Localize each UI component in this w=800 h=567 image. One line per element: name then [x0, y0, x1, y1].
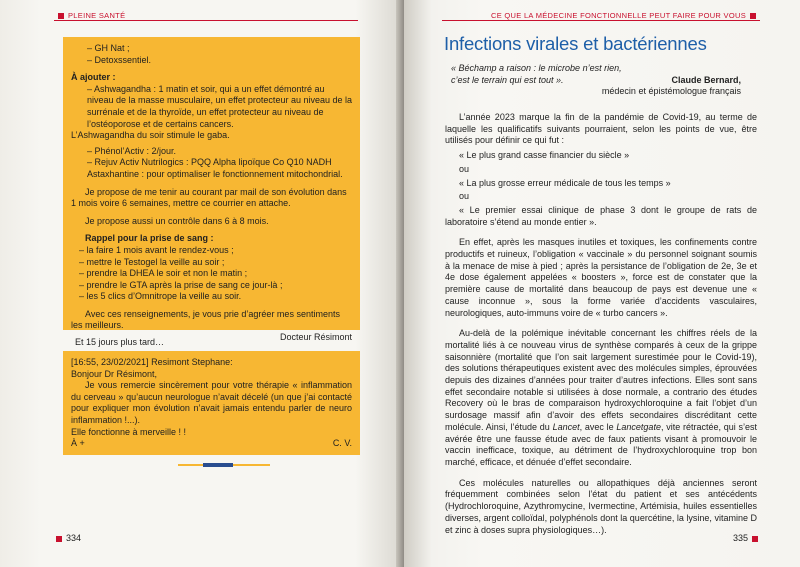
rappel-item: – prendre la DHEA le soir et non le matin ; — [79, 268, 248, 279]
message-bye: À + — [71, 438, 85, 449]
message-body: Je vous remercie sincèrement pour votre thérapie « inflammation du cerveau » qu’aucun neurologue n’avait décelé (un que j’ai contacté pour expliquer mon évolution n’avait jamais entendu parler de neuro inflammation !...). — [71, 380, 352, 425]
decorative-bar-center — [203, 463, 233, 467]
red-square-icon — [58, 13, 64, 19]
option-line: « Le premier essai clinique de phase 3 dont le groupe de rats de laboratoire s’étend au monde entier ». — [445, 204, 757, 227]
or-line: ou — [459, 163, 470, 174]
message-box — [63, 351, 360, 455]
left-running-head: PLEINE SANTÉ — [54, 11, 125, 20]
option-line: « Le plus grand casse financier du siècle » — [459, 150, 630, 161]
body-paragraph: Ces molécules naturelles ou allopathiques déjà anciennes seront fréquemment combinées selon l’état du patient et ses antécédents (Hydrochloroquine, Azythromycine, Ivermectine, Artémisia, huiles essentielles diverses, argent colloïdal, polyphénols dont la quercétine, la lysine, vitamine D et zinc à doses supra physiologiques…). — [445, 477, 757, 535]
body-paragraph: Au-delà de la polémique inévitable concernant les chiffres réels de la mortalité liés à ce nouveau virus de synthèse comparés à ceux de la grippe saisonnière (mortalité que l’on sait largement surestimée pour le Covid-19), des solutions thérapeutiques existent avec des molécules simples, éprouvées depuis des dizaines d’années pour traiter d’autres infections. Elles sont sans effet secondaire notable si utilisées à dose normale, a contrario des études Recovery où le bras de comparaison hydroxychloroquine a fait l’objet d’un surdosage massif afin d’avoir des effets secondaires discréditant cette molécule. Ainsi, l’étude du Lancet, avec le Lancetgate, vite rétractée, qui s’est avérée être une fausse étude avec de faux patients visant à promouvoir le vaccin inefficace, toxique, au détriment de l’hydroxychloroquine trop bon marché, efficace, et dénuée d’effet secondaire. — [445, 328, 757, 467]
signature: Docteur Résimont — [279, 332, 352, 343]
quote-line: « Béchamp a raison : le microbe n’est rien, — [451, 63, 622, 73]
rappel-item: – les 5 clics d’Omnitrope la veille au soir. — [79, 291, 242, 302]
rappel-title: Rappel pour la prise de sang : — [85, 233, 214, 244]
body-paragraph: En effet, après les masques inutiles et toxiques, les confinements contre productifs et ruineux, l’obligation « vaccinale » du personnel soignant soumis à la menace de mise à pied ; après la persistance de l’obligation de 2e, 3e et 4e dose également appelées « boosters », force est de constater que la première cause de mortalité dans beaucoup de pays est devenue une « cause inconnue », sous la forme variée d’accidents vasculaires, neurologiques, auto-immuns voire de « turbo cancers ». — [445, 237, 757, 318]
right-header-rule — [442, 20, 760, 21]
chapter-title: Infections virales et bactériennes — [444, 33, 707, 54]
box-line: – GH Nat ; — [87, 43, 130, 53]
rappel-item: – mettre le Testogel la veille au soir ; — [79, 256, 225, 267]
ashwagandha-item: – Ashwagandha : 1 matin et soir, qui a un effet démontré au niveau de la masse musculaire, un effet protecteur au niveau de la surrénale et de la thyroïde, un effet protecteur au niveau de l’ostéoporose et de certains cancers. — [87, 83, 352, 129]
add-title: À ajouter : — [71, 72, 116, 83]
right-folio: 335 — [733, 533, 758, 543]
quote-author: Claude Bernard, — [671, 74, 741, 85]
body-paragraph: L’année 2023 marque la fin de la pandémie de Covid-19, au terme de laquelle les qualificatifs suivants pourraient, selon les points de vue, être utilisés pour définir ce qui fut : — [445, 112, 757, 146]
box-line: – Detoxssentiel. — [87, 54, 152, 65]
left-header-rule — [54, 20, 358, 21]
or-line: ou — [459, 191, 470, 202]
left-folio: 334 — [56, 533, 81, 543]
message-greeting: Bonjour Dr Résimont, — [71, 368, 158, 379]
red-square-icon — [752, 536, 758, 542]
ashwagandha-note: L’Ashwagandha du soir stimule le gaba. — [71, 130, 230, 141]
rappel-item: – la faire 1 mois avant le rendez-vous ; — [79, 244, 234, 255]
right-page — [404, 0, 800, 567]
phenol-item: – Phénol’Activ : 2/jour. — [87, 145, 177, 156]
rappel-item: – prendre le GTA après la prise de sang ce jour-là ; — [79, 279, 283, 290]
epigraph — [451, 63, 741, 98]
red-square-icon — [56, 536, 62, 542]
message-initials: C. V. — [332, 438, 352, 449]
quote-role: médecin et épistémologue français — [601, 86, 741, 96]
article-body — [445, 112, 757, 536]
transition-text: Et 15 jours plus tard… — [75, 337, 165, 347]
closing-text: Avec ces renseignements, je vous prie d’agréer mes sentiments les meilleurs. — [71, 308, 340, 331]
rejuv-item: – Rejuv Activ Nutrilogics : PQQ Alpha lipoïque Co Q10 NADH Astaxhantine : pour optimaliser le fonctionnement mitochondrial. — [87, 157, 343, 179]
right-running-head: CE QUE LA MÉDECINE FONCTIONNELLE PEUT FAIRE POUR VOUS — [491, 11, 760, 20]
message-line: Elle fonctionne à merveille ! ! — [71, 426, 187, 437]
letter-paragraph: Je propose aussi un contrôle dans 6 à 8 mois. — [85, 215, 269, 226]
option-line: « La plus grosse erreur médicale de tous les temps » — [459, 177, 671, 188]
message-header: [16:55, 23/02/2021] Resimont Stephane: — [71, 357, 233, 367]
letter-paragraph: Je propose de me tenir au courant par mail de son évolution dans 1 mois voire 6 semaines, mettre ce courrier en attache. — [71, 186, 347, 209]
quote-line: c’est le terrain qui est tout ». — [451, 74, 564, 85]
red-square-icon — [750, 13, 756, 19]
